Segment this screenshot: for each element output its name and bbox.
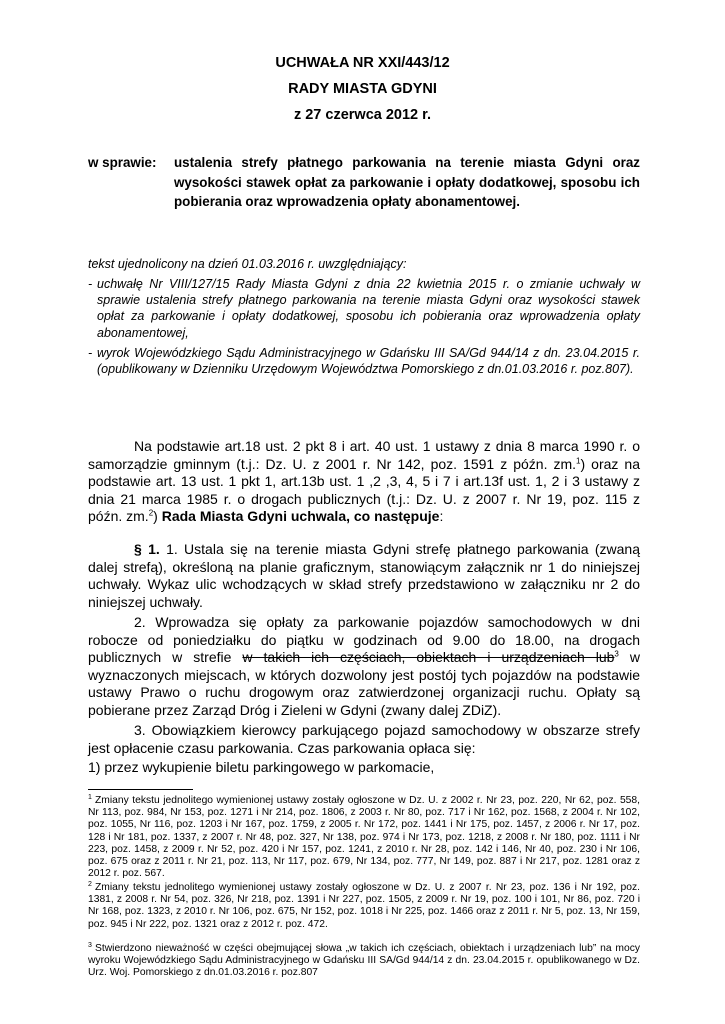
footnote-text: Zmiany tekstu jednolitego wymienionej ustawy zostały ogłoszone w Dz. U. z 2007 r. Nr 23, poz. 136 i Nr 192, poz. 1381, z 2008 r. Nr 54, poz. 326, Nr 218, poz. 1391 i Nr 227, poz. 1505, z 2009 r. Nr 19, poz. 100 i 101, Nr 86, poz. 720 i Nr 168, poz. 1323, z 2010 r. Nr 106, poz. 675, Nr 152, poz. 1018 i Nr 225, poz. 1466 oraz z 2011 r. Nr 5, poz. 13, Nr 159, poz. 945 i Nr 222, poz. 1321 oraz z 2012 r. poz. 472. <box>88 882 640 930</box>
footnote <box>88 882 640 931</box>
consolidated-item <box>88 345 640 377</box>
basis-text-3: ) <box>153 508 162 525</box>
footnote-number: 2 <box>88 881 92 888</box>
footnote <box>88 943 640 980</box>
resolution-date: z 27 czerwca 2012 r. <box>293 107 432 123</box>
basis-text-1: Na podstawie art.18 ust. 2 pkt 8 i art. 40 ust. 1 ustawy z dnia 8 marca 1990 r. o samorządzie gminnym (t.j.: Dz. U. z 2001 r. Nr 142, poz. 1591 z późn. zm. <box>88 438 640 472</box>
footnote-text: Zmiany tekstu jednolitego wymienionej ustawy zostały ogłoszone w Dz. U. z 2002 r. Nr 23, poz. 220, Nr 62, poz. 558, Nr 113, poz. 984, Nr 153, poz. 1271 i Nr 214, poz. 1806, z 2003 r. Nr 80, poz. 717 i Nr 162, poz. 1568, z 2004 r. Nr 102, poz. 1055, Nr 116, poz. 1203 i Nr 167, poz. 1759, z 2005 r. Nr 172, poz. 1441 i Nr 175, poz. 1457, z 2006 r. Nr 17, poz. 128 i Nr 181, poz. 1337, z 2007 r. Nr 48, poz. 327, Nr 138, poz. 974 i Nr 173, poz. 1218, z 2008 r. Nr 180, poz. 1111 i Nr 223, poz. 1458, z 2009 r. Nr 52, poz. 420 i Nr 157, poz. 1241, z 2010 r. Nr 28, poz. 142 i 146, Nr 40, poz. 230 i Nr 106, poz. 675 oraz z 2011 r. Nr 21, poz. 113, Nr 117, poz. 679, Nr 134, poz. 777, Nr 149, poz. 887 i Nr 217, poz. 1281 oraz z 2012 r. poz. 567. <box>88 795 640 880</box>
footnote-ref-3[interactable]: 3 <box>614 649 619 659</box>
subject-text: ustalenia strefy płatnego parkowania na terenie miasta Gdyni oraz wysokości stawek opłat za parkowanie i opłaty dodatkowej, sposobu ich pobierania oraz wprowadzenia opłaty abonamentowej. <box>174 155 640 209</box>
footnote-ref-1[interactable]: 1 <box>576 455 581 465</box>
footnote-separator <box>88 789 193 790</box>
section-1-paragraph-3: 3. Obowiązkiem kierowcy parkującego pojazd samochodowy w obszarze strefy jest opłacenie czasu parkowania. Czas parkowania opłaca się: <box>88 722 640 756</box>
consolidated-item-text: wyrok Wojewódzkiego Sądu Administracyjnego w Gdańsku III SA/Gd 944/14 z dn. 23.04.2015 r. (opublikowany w Dzienniku Urzędowym Województwa Pomorskiego z dn.01.03.2016 r. poz.807). <box>97 346 640 377</box>
council-name: RADY MIASTA GDYNI <box>288 81 437 97</box>
list-dash: - <box>88 277 93 291</box>
paragraph-2-text-b: w wyznaczonych miejscach, w których dozwolony jest postój tych pojazdów na podstawie ustawy Prawo o ruchu drogowym oraz zatwierdzonej organizacji ruchu. Opłaty są pobierane przez Zarząd Dróg i Zieleni w Gdyni (zwany dalej ZDiZ). <box>88 649 640 718</box>
section-1-paragraph-2 <box>88 614 640 720</box>
footnote-text: Stwierdzono nieważność w części obejmującej słowa „w takich ich częściach, obiektach i urządzeniach lub” na mocy wyroku Wojewódzkiego Sądu Administracyjnego w Gdańsku III SA/Gd 944/14 z dn. 23.04.2015 r. opublikowanego w Dz. Urz. Woj. Pomorskiego z dn.01.03.2016 r. poz.807 <box>88 943 640 979</box>
basis-text-2: ) oraz na podstawie art. 13 ust. 1 pkt 1, art.13b ust. 1 ,2 ,3, 4, 5 i 7 i art.13f ust. 1, 2 i 3 ustawy z dnia 21 marca 1985 r. o drogach publicznych (t.j.: Dz. U. z 2007 r. Nr 19, poz. 115 z późn. zm. <box>88 455 640 525</box>
subject-block <box>88 153 640 212</box>
section-1-paragraph-1 <box>88 541 640 611</box>
legal-basis-paragraph <box>88 438 640 526</box>
resolution-number: UCHWAŁA NR XXI/443/12 <box>275 55 450 71</box>
struck-out-text: w takich ich częściach, obiektach i urządzeniach lub <box>242 649 615 666</box>
consolidated-intro: tekst ujednolicony na dzień 01.03.2016 r. uwzględniający: <box>88 257 407 271</box>
section-1-text: 1. Ustala się na terenie miasta Gdyni strefę płatnego parkowania (zwaną dalej strefą), określoną na planie graficznym, stanowiącym załącznik nr 1 do niniejszej uchwały. Wykaz ulic wchodzących w skład strefy przedstawiono w załączniku nr 2 do niniejszej uchwały. <box>88 541 640 610</box>
subject-label: w sprawie: <box>88 155 157 170</box>
section-1-item-1: 1) przez wykupienie biletu parkingowego w parkomacie, <box>88 759 435 775</box>
section-marker: § 1. <box>134 541 160 557</box>
paragraph-2-text-a: 2. Wprowadza się opłaty za parkowanie pojazdów samochodowych w dni robocze od poniedziałku do piątku w godzinach od 9.00 do 18.00, na drogach publicznych w strefie <box>88 614 640 666</box>
footnote-number: 1 <box>88 794 92 801</box>
footnote-ref-2[interactable]: 2 <box>148 508 154 518</box>
consolidated-item-text: uchwałę Nr VIII/127/15 Rady Miasta Gdyni z dnia 22 kwietnia 2015 r. o zmianie uchwały w sprawie ustalenia strefy płatnego parkowania na terenie miasta Gdyni oraz wysokości stawek opłat za parkowanie i opłaty dodatkowej, sposobu ich pobierania oraz wprowadzenia opłaty abonamentowej, <box>97 277 640 340</box>
consolidated-item <box>88 276 640 341</box>
list-dash: - <box>88 346 93 360</box>
enacting-clause: Rada Miasta Gdyni uchwala, co następuje <box>161 508 440 525</box>
footnote <box>88 795 640 880</box>
basis-colon: : <box>439 508 444 525</box>
footnote-number: 3 <box>88 942 92 949</box>
